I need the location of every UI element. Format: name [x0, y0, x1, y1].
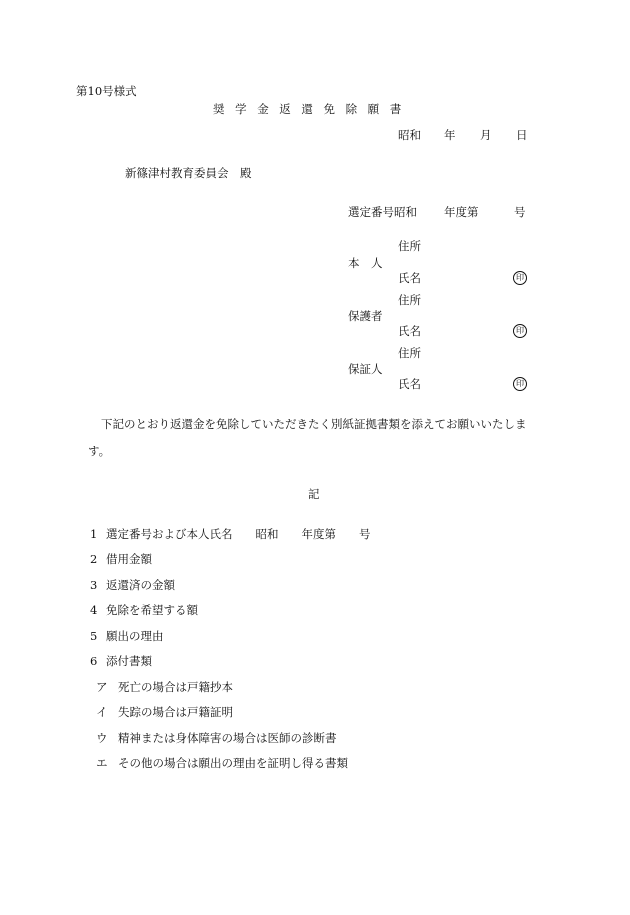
- item-number: 1: [90, 527, 98, 541]
- sub-item: [96, 733, 337, 745]
- item-text: 願出の理由: [106, 629, 164, 643]
- name-label: 氏名: [398, 271, 421, 285]
- sub-item-text: 失踪の場合は戸籍証明: [118, 705, 233, 719]
- selection-num: 号: [514, 205, 526, 219]
- date-era: 昭和: [398, 128, 421, 142]
- date-year: 年: [444, 128, 456, 142]
- title-char: 書: [389, 102, 402, 116]
- title-char: 金: [257, 102, 269, 116]
- sub-item-mark: ア: [96, 680, 108, 694]
- sub-item-mark: イ: [96, 705, 108, 719]
- body-text-line1: 下記のとおり返還金を免除していただきたく別紙証拠書類を添えてお願いいたしま: [101, 417, 527, 431]
- item-number: 6: [90, 654, 98, 668]
- ki-heading: 記: [308, 487, 320, 501]
- seal-mark: 印: [513, 377, 527, 391]
- sub-item: [96, 707, 233, 719]
- item-number: 4: [90, 603, 98, 617]
- title-char: 学: [235, 102, 247, 116]
- address-label: 住所: [398, 239, 421, 253]
- item-number: 3: [90, 578, 98, 592]
- list-item: [90, 605, 198, 617]
- sub-item-text: 精神または身体障害の場合は医師の診断書: [118, 731, 337, 745]
- name-label: 氏名: [398, 324, 421, 338]
- list-item: [90, 631, 164, 643]
- party-role: 保護者: [348, 309, 383, 323]
- title-char: 免: [323, 102, 335, 116]
- addressee: 新篠津村教育委員会 殿: [125, 166, 252, 180]
- party-role: 保証人: [348, 362, 383, 376]
- date-day: 日: [516, 128, 528, 142]
- title-char: 除: [345, 102, 358, 116]
- title-char: 願: [367, 102, 380, 116]
- sub-item-text: その他の場合は願出の理由を証明し得る書類: [118, 756, 348, 770]
- body-text-line2: す。: [88, 444, 111, 458]
- item-text: 添付書類: [106, 654, 152, 668]
- item-number: 5: [90, 629, 98, 643]
- title-char: 返: [279, 102, 291, 116]
- item-text: 返還済の金額: [106, 578, 175, 592]
- sub-item-mark: エ: [96, 756, 108, 770]
- list-item: [90, 656, 152, 668]
- sub-item: [96, 682, 233, 694]
- item-text: 選定番号および本人氏名 昭和 年度第 号: [106, 527, 371, 541]
- item-text: 免除を希望する額: [106, 603, 198, 617]
- address-label: 住所: [398, 293, 421, 307]
- title-char: 還: [301, 102, 313, 116]
- document-title: [213, 104, 412, 116]
- name-label: 氏名: [398, 377, 421, 391]
- sub-item-mark: ウ: [96, 731, 108, 745]
- list-item: [90, 529, 371, 541]
- list-item: [90, 554, 152, 566]
- form-number: 第10号様式: [76, 84, 137, 98]
- party-role: 本 人: [348, 256, 383, 270]
- sub-item: [96, 758, 348, 770]
- date-month: 月: [480, 128, 492, 142]
- sub-item-text: 死亡の場合は戸籍抄本: [118, 680, 233, 694]
- title-char: 奨: [213, 102, 225, 116]
- selection-label: 選定番号昭和: [348, 205, 417, 219]
- selection-year: 年度第: [444, 205, 479, 219]
- list-item: [90, 580, 175, 592]
- address-label: 住所: [398, 346, 421, 360]
- item-number: 2: [90, 552, 98, 566]
- seal-mark: 印: [513, 324, 527, 338]
- item-text: 借用金額: [106, 552, 152, 566]
- seal-mark: 印: [513, 271, 527, 285]
